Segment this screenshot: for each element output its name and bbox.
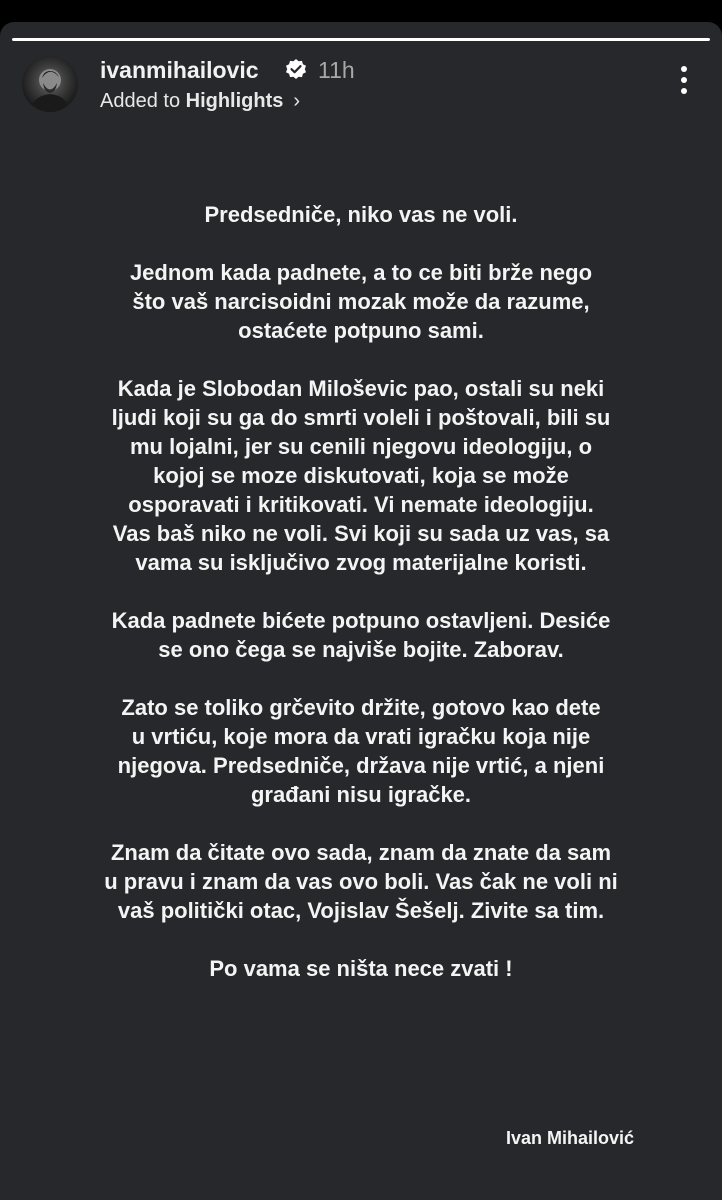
story-paragraph: Kada je Slobodan Miloševic pao, ostali su neki ljudi koji su ga do smrti voleli i poštovali, bili su mu lojalni, jer su cenili njegovu ideologiju, o kojoj se moze diskutovati, koja se može osporavati i kritikovati. Vi nemate ideologiju. Vas baš niko ne voli. Svi koji su sada uz vas, sa vama su isključivo zvog materijalne koristi.: [111, 376, 611, 575]
story-progress-fill: [12, 38, 710, 41]
story-header: [22, 56, 700, 116]
signature: Ivan Mihailović: [505, 1128, 634, 1148]
story-progress-bar: [12, 38, 710, 41]
chevron-right-icon: ›: [293, 90, 301, 112]
story-viewer[interactable]: [0, 22, 722, 1200]
verified-badge-icon: [284, 58, 308, 82]
story-paragraph: Predsedniče, niko vas ne voli.: [204, 202, 518, 227]
avatar-portrait-icon: [22, 56, 78, 112]
story-paragraph: Zato se toliko grčevito držite, gotovo kao dete u vrtiću, koje mora da vrati igračku koja nije njegova. Predsedniče, država nije vrtić, a njeni građani nisu igračke.: [117, 695, 605, 807]
story-text: [40, 200, 682, 1012]
story-paragraph: Jednom kada padnete, a to ce biti brže nego što vaš narcisoidni mozak može da razume, ostaćete potpuno sami.: [129, 260, 593, 343]
subline-prefix: Added to: [100, 90, 186, 112]
post-time: 11h: [318, 57, 355, 83]
more-dot-icon: [681, 88, 687, 94]
story-paragraph: Po vama se ništa nece zvati !: [209, 956, 513, 981]
username[interactable]: ivanmihailovic: [100, 57, 259, 83]
story-paragraph: Znam da čitate ovo sada, znam da znate da sam u pravu i znam da vas ovo boli. Vas čak ne voli ni vaš politički otac, Vojislav Šešelj. Zivite sa tim.: [104, 840, 618, 923]
highlights-link[interactable]: [100, 88, 300, 114]
more-options-button[interactable]: [672, 66, 696, 106]
more-dot-icon: [681, 66, 687, 72]
story-paragraph: Kada padnete bićete potpuno ostavljeni. Desiće se ono čega se najviše bojite. Zaborav.: [111, 608, 611, 662]
highlights-label: Highlights: [185, 90, 284, 112]
profile-avatar[interactable]: [22, 56, 78, 112]
more-dot-icon: [681, 77, 687, 83]
